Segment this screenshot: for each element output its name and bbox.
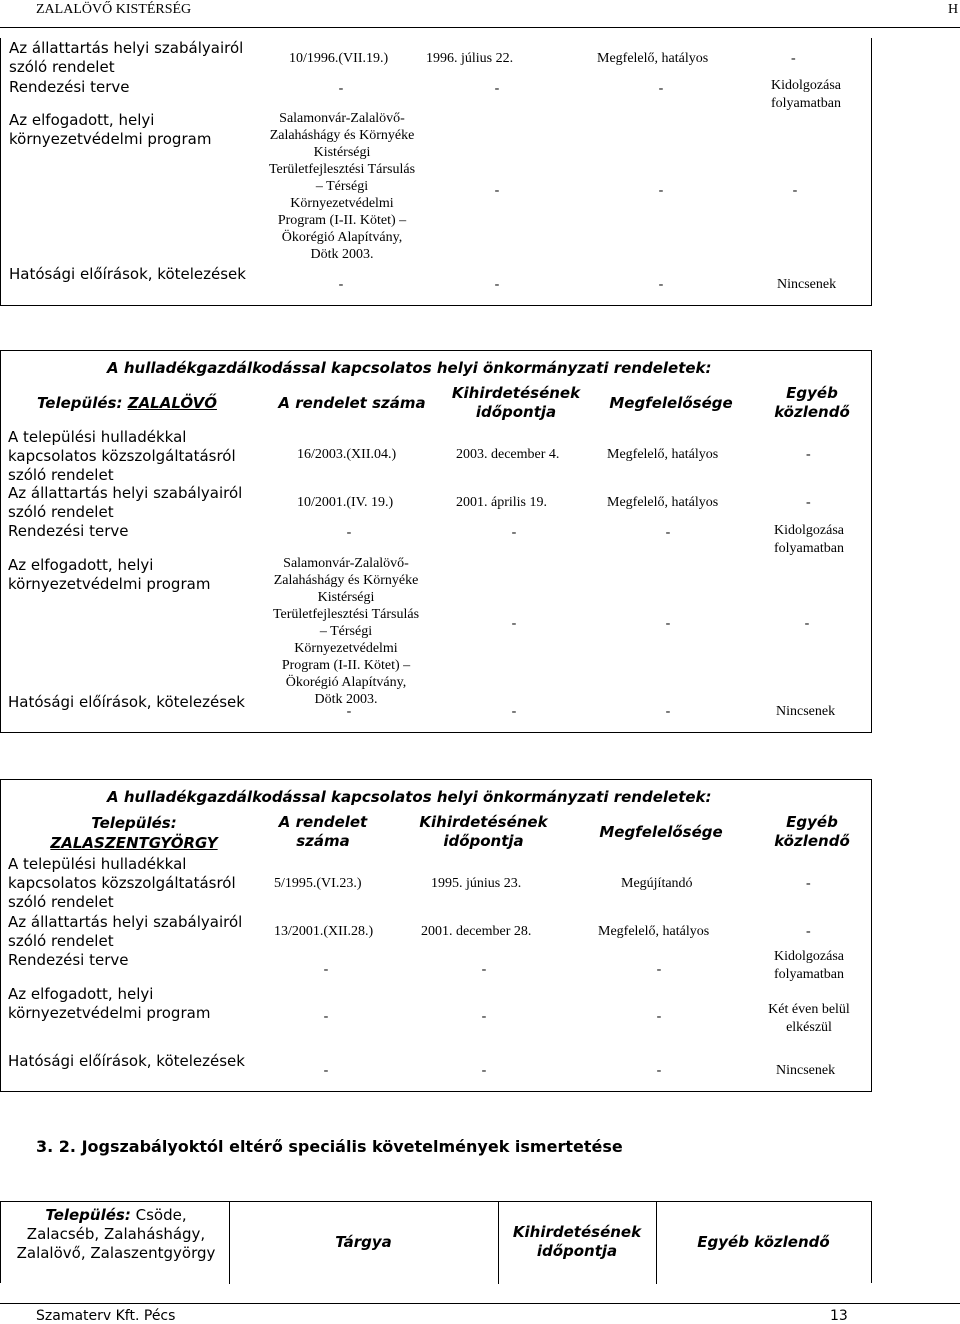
row-number: - bbox=[346, 704, 352, 719]
row-number: Salamonvár-Zalalövő-Zalaháshágy és Környéke Kistérségi Területfejlesztési Társulás – Térségi Környezetvédelmi Program (I-II. Kötet) – Ökorégió Alapítvány, Dötk 2003. bbox=[272, 556, 420, 707]
col-header-other: Egyéb közlendő bbox=[774, 384, 850, 421]
row-other: - bbox=[806, 876, 811, 891]
row-status: - bbox=[658, 81, 664, 96]
settlement-name: ZALASZENTGYÖRGY bbox=[50, 834, 218, 852]
row-number: - bbox=[323, 1009, 329, 1024]
row-status: - bbox=[665, 525, 671, 540]
settlement-label: Település: bbox=[45, 1206, 131, 1224]
row-label: Az elfogadott, helyi környezetvédelmi program bbox=[9, 111, 212, 148]
row-date: - bbox=[511, 525, 517, 540]
row-date: - bbox=[494, 183, 500, 198]
row-label: Az állattartás helyi szabályairól szóló rendelet bbox=[8, 913, 243, 950]
row-date: - bbox=[481, 962, 487, 977]
row-other: - bbox=[806, 447, 811, 462]
row-status: - bbox=[665, 616, 671, 631]
row-date: 2001. április 19. bbox=[456, 495, 547, 510]
row-number: - bbox=[323, 1063, 329, 1078]
col-header-date: Kihirdetésének időpontja bbox=[419, 813, 548, 850]
col-header-subject: Tárgya bbox=[335, 1233, 392, 1251]
header-rule bbox=[0, 27, 960, 28]
row-label: Rendezési terve bbox=[8, 951, 129, 969]
table-continued bbox=[0, 38, 872, 306]
row-label: Rendezési terve bbox=[8, 522, 129, 540]
settlement-label: Település: bbox=[91, 814, 177, 832]
row-other: Kidolgozása folyamatban bbox=[774, 949, 844, 982]
row-other: - bbox=[806, 495, 811, 510]
row-status: - bbox=[658, 183, 664, 198]
row-number: 10/2001.(IV. 19.) bbox=[297, 495, 394, 510]
row-status: - bbox=[656, 1009, 662, 1024]
row-other: - bbox=[792, 183, 798, 198]
row-number: 5/1995.(VI.23.) bbox=[274, 876, 362, 891]
col-header-date: Kihirdetésének időpontja bbox=[451, 384, 581, 421]
row-number: Salamonvár-Zalalövő-Zalaháshágy és Környéke Kistérségi Területfejlesztési Társulás – Térségi Környezetvédelmi Program (I-II. Kötet) – Ökorégió Alapítvány, Dötk 2003. bbox=[268, 111, 416, 262]
row-number: - bbox=[338, 277, 344, 292]
row-status: - bbox=[656, 1063, 662, 1078]
row-number: - bbox=[346, 525, 352, 540]
row-status: Megújítandó bbox=[621, 876, 693, 891]
row-other: - bbox=[806, 924, 811, 939]
row-date: - bbox=[511, 704, 517, 719]
row-label: Az elfogadott, helyi környezetvédelmi program bbox=[8, 556, 211, 593]
table-zalaszentgyorgy bbox=[0, 779, 872, 1092]
col-header-number: A rendelet száma bbox=[278, 813, 368, 850]
row-other: Nincsenek bbox=[776, 704, 836, 719]
row-status: Megfelelő, hatályos bbox=[597, 51, 709, 66]
row-date: 1996. július 22. bbox=[426, 51, 514, 66]
row-status: - bbox=[656, 962, 662, 977]
row-other: Kidolgozása folyamatban bbox=[771, 78, 841, 111]
row-date: 2003. december 4. bbox=[456, 447, 560, 462]
table-title: A hulladékgazdálkodással kapcsolatos helyi önkormányzati rendeletek: bbox=[107, 788, 712, 806]
row-number: 13/2001.(XII.28.) bbox=[274, 924, 374, 939]
row-label: Az állattartás helyi szabályairól szóló rendelet bbox=[9, 39, 244, 76]
row-other: Két éven belül elkészül bbox=[768, 1002, 850, 1035]
footer-rule bbox=[0, 1303, 960, 1304]
row-date: 2001. december 28. bbox=[421, 924, 532, 939]
row-number: 10/1996.(VII.19.) bbox=[289, 51, 389, 66]
row-status: - bbox=[658, 277, 664, 292]
settlement-header bbox=[37, 394, 217, 412]
row-other: - bbox=[791, 51, 796, 66]
settlement-name: Csöde, Zalacséb, Zalaháshágy, Zalalövő, Zalaszentgyörgy bbox=[16, 1206, 216, 1262]
col-header-status: Megfelelősége bbox=[609, 394, 733, 412]
row-label: Az állattartás helyi szabályairól szóló rendelet bbox=[8, 484, 243, 521]
row-status: Megfelelő, hatályos bbox=[607, 495, 719, 510]
settlement-header bbox=[9, 1206, 223, 1263]
row-date: - bbox=[494, 81, 500, 96]
col-header-date: Kihirdetésének időpontja bbox=[512, 1223, 642, 1260]
row-label: Hatósági előírások, kötelezések bbox=[8, 1052, 245, 1070]
page-header-mark: H bbox=[948, 2, 959, 17]
col-header-status: Megfelelősége bbox=[599, 823, 723, 841]
row-number: - bbox=[323, 962, 329, 977]
table-special-requirements bbox=[0, 1201, 872, 1283]
row-other: Nincsenek bbox=[776, 1063, 836, 1078]
row-status: Megfelelő, hatályos bbox=[598, 924, 710, 939]
row-other: Kidolgozása folyamatban bbox=[774, 523, 844, 556]
row-label: A települési hulladékkal kapcsolatos közszolgáltatásról szóló rendelet bbox=[8, 428, 236, 484]
section-heading: 3. 2. Jogszabályoktól eltérő speciális követelmények ismertetése bbox=[36, 1137, 623, 1156]
row-status: Megfelelő, hatályos bbox=[607, 447, 719, 462]
row-number: 16/2003.(XII.04.) bbox=[297, 447, 397, 462]
settlement-header bbox=[9, 813, 259, 853]
row-date: - bbox=[481, 1063, 487, 1078]
row-date: - bbox=[511, 616, 517, 631]
row-date: 1995. június 23. bbox=[431, 876, 522, 891]
row-other: - bbox=[804, 616, 810, 631]
row-label: Rendezési terve bbox=[9, 78, 130, 96]
table-title: A hulladékgazdálkodással kapcsolatos helyi önkormányzati rendeletek: bbox=[107, 359, 712, 377]
settlement-label: Település: bbox=[37, 394, 123, 412]
page-number: 13 bbox=[830, 1308, 848, 1324]
row-label: Hatósági előírások, kötelezések bbox=[9, 265, 246, 283]
col-header-number: A rendelet száma bbox=[278, 394, 426, 412]
row-label: A települési hulladékkal kapcsolatos közszolgáltatásról szóló rendelet bbox=[8, 855, 236, 911]
row-status: - bbox=[665, 704, 671, 719]
col-header-other: Egyéb közlendő bbox=[774, 813, 850, 850]
page-footer-company: Szamaterv Kft. Pécs bbox=[36, 1308, 176, 1324]
table-zalalovo bbox=[0, 350, 872, 733]
page-header-title: ZALALÖVŐ KISTÉRSÉG bbox=[36, 2, 192, 17]
col-header-other: Egyéb közlendő bbox=[697, 1233, 830, 1251]
row-label: Hatósági előírások, kötelezések bbox=[8, 693, 245, 711]
row-label: Az elfogadott, helyi környezetvédelmi program bbox=[8, 985, 211, 1022]
row-number: - bbox=[338, 81, 344, 96]
row-date: - bbox=[481, 1009, 487, 1024]
settlement-name: ZALALÖVŐ bbox=[127, 394, 217, 412]
row-other: Nincsenek bbox=[777, 277, 837, 292]
row-date: - bbox=[494, 277, 500, 292]
